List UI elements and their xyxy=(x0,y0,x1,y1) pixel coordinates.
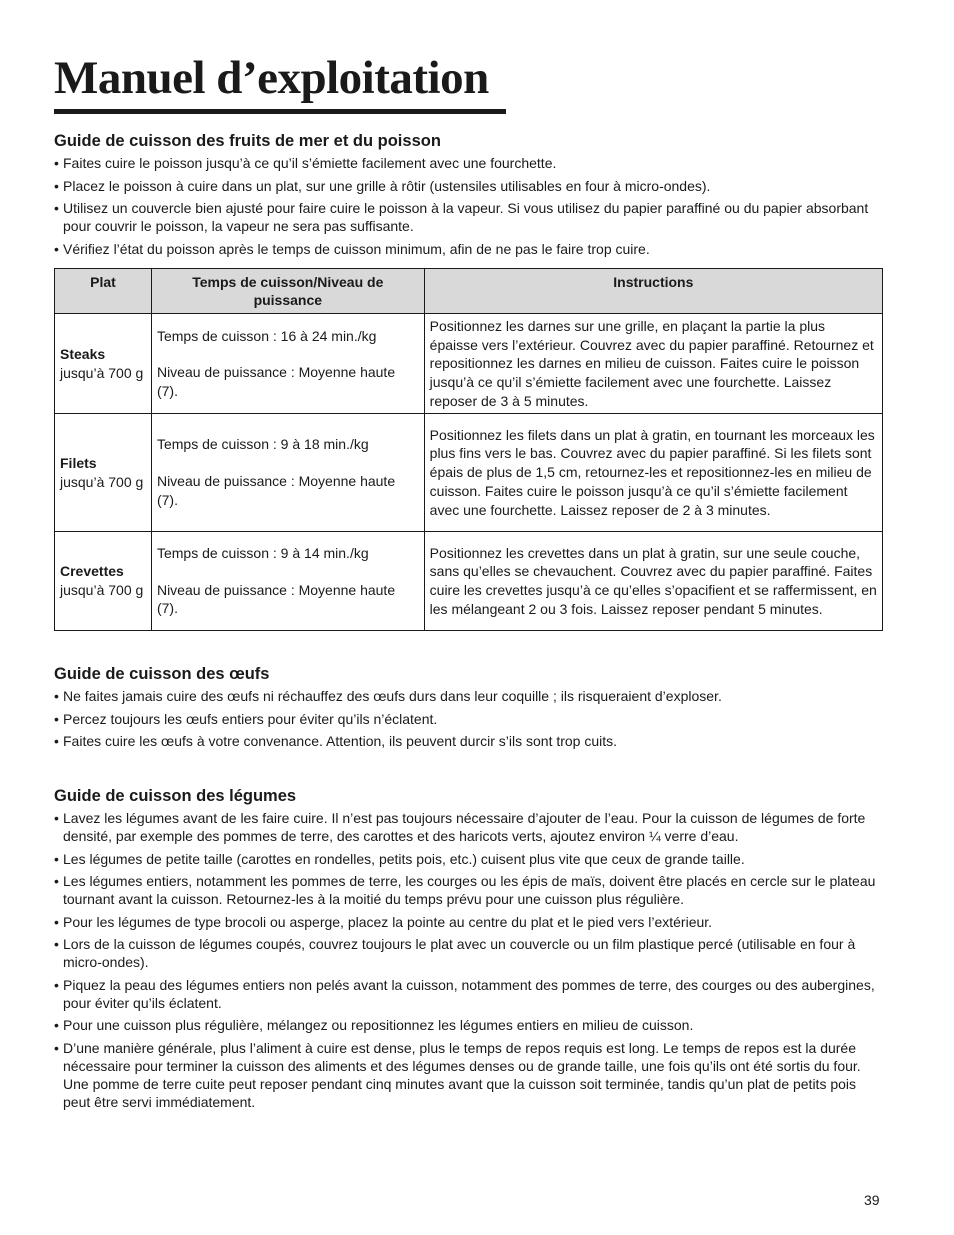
list-item: • Ne faites jamais cuire des œufs ni réchauffez des œufs durs dans leur coquille ; ils risqueraient d’exploser. xyxy=(54,687,886,705)
page-title: Manuel d’exploitation xyxy=(54,52,489,104)
time-power-cell xyxy=(151,413,424,531)
table-header-row xyxy=(55,269,883,314)
list-item: • Les légumes de petite taille (carottes en rondelles, petits pois, etc.) cuisent plus vite que ceux de grande taille. xyxy=(54,850,886,868)
cooking-time: Temps de cuisson : 16 à 24 min./kg xyxy=(156,327,377,344)
cooking-time: Temps de cuisson : 9 à 18 min./kg xyxy=(156,436,369,453)
list-item: • Faites cuire le poisson jusqu’à ce qu’il s’émiette facilement avec une fourchette. xyxy=(54,154,886,172)
dish-name: Crevettes xyxy=(60,563,124,580)
power-level: Niveau de puissance : Moyenne haute (7). xyxy=(156,581,396,617)
list-item: • Utilisez un couvercle bien ajusté pour faire cuire le poisson à la vapeur. Si vous utilisez du papier paraffiné ou du papier absorbant pour couvrir le poisson, la vapeur ne sera pas suffisante. xyxy=(54,199,886,235)
list-item: • Les légumes entiers, notamment les pommes de terre, les courges ou les épis de maïs, doivent être placés en cercle sur le plateau tournant avant la cuisson. Retournez-les à la moitié du temps prévu pour une cuisson plus régulière. xyxy=(54,872,886,908)
column-header-temps: Temps de cuisson/Niveau de puissance xyxy=(151,269,424,314)
table-row xyxy=(55,314,883,414)
column-header-plat: Plat xyxy=(55,269,152,314)
dish-quantity: jusqu’à 700 g xyxy=(60,582,144,599)
power-level: Niveau de puissance : Moyenne haute (7). xyxy=(156,364,396,400)
list-item: • Faites cuire les œufs à votre convenance. Attention, ils peuvent durcir s’ils sont trop cuits. xyxy=(54,732,886,750)
cooking-time: Temps de cuisson : 9 à 14 min./kg xyxy=(156,544,369,561)
dish-cell xyxy=(55,314,152,414)
table-row xyxy=(55,531,883,630)
eggs-guide-heading: Guide de cuisson des œufs xyxy=(54,665,270,683)
eggs-guide-section xyxy=(54,664,886,755)
instructions-cell: Positionnez les crevettes dans un plat à gratin, sur une seule couche, sans qu’elles se chevauchent. Couvrez avec du papier paraffiné. Faites cuire les crevettes jusqu’à ce qu’elles s’opacifient et se raffermissent, en les mélangeant 2 ou 3 fois. Laissez reposer pendant 5 minutes. xyxy=(424,531,882,630)
table-row xyxy=(55,413,883,531)
density-note: D’une manière générale, plus l’aliment à cuire est dense, plus le temps de repos requis est long. Le temps de repos est la durée nécessaire pour terminer la cuisson des aliments et des légumes denses ou de grande taille, une fois qu’ils ont été sortis du four. xyxy=(63,1039,861,1074)
list-item: • Vérifiez l’état du poisson après le temps de cuisson minimum, afin de ne pas le faire trop cuire. xyxy=(54,240,886,258)
list-item: • Placez le poisson à cuire dans un plat, sur une grille à rôtir (ustensiles utilisables en four à micro-ondes). xyxy=(54,177,886,195)
fish-guide-bullets xyxy=(54,154,886,258)
list-item: • Lavez les légumes avant de les faire cuire. Il n’est pas toujours nécessaire d’ajouter de l’eau. Pour la cuisson de légumes de forte densité, par exemple des pommes de terre, des carottes et des haricots verts, ajoutez environ ¼ verre d’eau. xyxy=(54,809,886,845)
eggs-guide-bullets xyxy=(54,687,886,750)
dish-quantity: jusqu’à 700 g xyxy=(60,364,144,381)
list-item: • Piquez la peau des légumes entiers non pelés avant la cuisson, notamment des pommes de terre, des courges ou des aubergines, pour éviter qu’ils éclatent. xyxy=(54,976,886,1012)
list-item: • Pour une cuisson plus régulière, mélangez ou repositionnez les légumes entiers en milieu de cuisson. xyxy=(54,1016,886,1034)
page-number: 39 xyxy=(864,1192,880,1208)
potato-note: Une pomme de terre cuite peut reposer pendant cinq minutes avant que la cuisson soit terminée, tandis qu’un plat de petits pois peut être servi immédiatement. xyxy=(63,1075,857,1110)
title-underline xyxy=(54,109,506,114)
dish-name: Steaks xyxy=(60,346,106,363)
fish-guide-section xyxy=(54,131,886,262)
dish-quantity: jusqu’à 700 g xyxy=(60,473,144,490)
instructions-cell: Positionnez les filets dans un plat à gratin, en tournant les morceaux les plus fins vers le bas. Couvrez avec du papier paraffiné. Si les filets sont épais de plus de 1,5 cm, retournez-les et repositionnez-les en milieu de cuisson. Faites cuire le poisson jusqu’à ce qu’il s’émiette facilement avec une fourchette. Laissez reposer de 2 à 3 minutes. xyxy=(424,413,882,531)
time-power-cell xyxy=(151,314,424,414)
list-item: • Pour les légumes de type brocoli ou asperge, placez la pointe au centre du plat et le pied vers l’extérieur. xyxy=(54,913,886,931)
list-item: • Percez toujours les œufs entiers pour éviter qu’ils n’éclatent. xyxy=(54,710,886,728)
list-item xyxy=(54,1039,886,1111)
list-item: • Lors de la cuisson de légumes coupés, couvrez toujours le plat avec un couvercle ou un film plastique percé (utilisable en four à micro-ondes). xyxy=(54,935,886,971)
dish-cell xyxy=(55,413,152,531)
time-power-cell xyxy=(151,531,424,630)
column-header-instructions: Instructions xyxy=(424,269,882,314)
vegetables-guide-bullets xyxy=(54,809,886,1111)
dish-name: Filets xyxy=(60,454,97,471)
fish-guide-heading: Guide de cuisson des fruits de mer et du poisson xyxy=(54,132,441,150)
dish-cell xyxy=(55,531,152,630)
instructions-cell: Positionnez les darnes sur une grille, en plaçant la partie la plus épaisse vers l’extérieur. Couvrez avec du papier paraffiné. Retournez et repositionnez les darnes en milieu de cuisson. Faites cuire le poisson jusqu’à ce qu’il s’émiette facilement avec une fourchette. Laissez reposer de 3 à 5 minutes. xyxy=(424,314,882,414)
vegetables-guide-heading: Guide de cuisson des légumes xyxy=(54,787,297,805)
fish-cooking-table xyxy=(54,268,883,631)
vegetables-guide-section xyxy=(54,786,886,1115)
power-level: Niveau de puissance : Moyenne haute (7). xyxy=(156,473,396,508)
